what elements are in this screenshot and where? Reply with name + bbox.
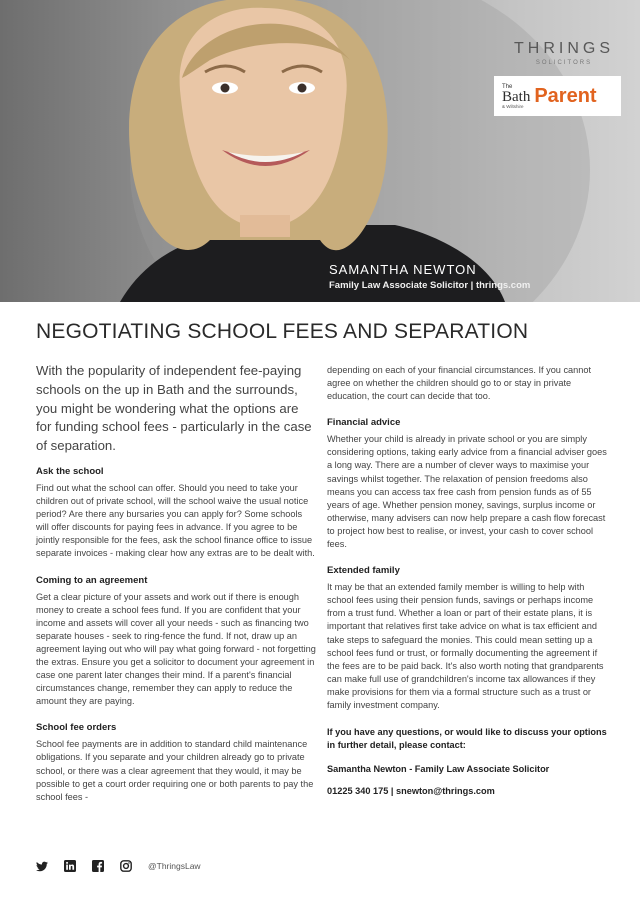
- contact-person: Samantha Newton - Family Law Associate Solicitor: [327, 764, 550, 775]
- person-name: SAMANTHA NEWTON: [329, 262, 477, 277]
- left-column: [36, 362, 316, 818]
- contact-details: 01225 340 175 | snewton@thrings.com: [327, 786, 495, 797]
- hero-banner: [0, 0, 640, 302]
- partner-parent: Parent: [534, 84, 597, 107]
- thrings-logo: [494, 40, 634, 66]
- bath-parent-logo: [494, 76, 621, 116]
- section-heading-agreement: Coming to an agreement: [36, 574, 148, 586]
- section-body-orders: School fee payments are in addition to standard child maintenance obligations. If you separate and your children already go to private school, or there was a clear agreement that they would, it may be possible to get a court order requiring one or both parents to pay the school fees -: [36, 739, 314, 802]
- section-heading-financial: Financial advice: [327, 417, 401, 429]
- section-heading-orders: School fee orders: [36, 722, 117, 734]
- section-body-agreement: Get a clear picture of your assets and work out if there is enough money to create a school fees fund. If you are confident that your income and assets will cover all your needs - such as financing two separate houses - seek to ring-fence the fund. If not, draw up an agreement laying out who will pay what going forward - not forgetting the extras. Ensure you get a solicitor to document your agreement in case one parent later changes their mind. If a parent's financial circumstances change, remember they can apply to reduce the amount they are paying.: [36, 591, 316, 707]
- section-body-financial: Whether your child is already in private school or you are simply considering options, taking early advice from a financial adviser goes a long way. There are a number of clever ways to maximise your savings whilst together. The relaxation of pension freedoms also means you can access tax free cash from pension funds as of 55 years of age. Whether pension money, savings, surplus income or otherwise, many advisers can now help prepare a cash flow forecast to project how best to realise, or invest, your cash to cover school fees.: [327, 434, 607, 550]
- contact-prompt: If you have any questions, or would like to discuss your options in further detail, please contact:: [327, 727, 607, 751]
- facebook-icon[interactable]: [92, 860, 104, 872]
- person-role: Family Law Associate Solicitor | thrings.com: [329, 280, 531, 291]
- social-footer: [36, 860, 201, 872]
- partner-bath: Bath: [502, 88, 531, 105]
- instagram-icon[interactable]: [120, 860, 132, 872]
- partner-wiltshire: & Wiltshire: [502, 103, 524, 109]
- twitter-icon[interactable]: [36, 860, 48, 872]
- page-title: NEGOTIATING SCHOOL FEES AND SEPARATION: [36, 320, 529, 343]
- section-heading-ask: Ask the school: [36, 465, 104, 477]
- linkedin-icon[interactable]: [64, 860, 76, 872]
- section-body-family: It may be that an extended family member is willing to help with school fees using their pension funds, savings or perhaps income from a trust fund. Whether a loan or part of their estate plans, it is important that relatives first take advice on what is tax efficient and take steps to safeguard the monies. This could mean setting up a school fees fund or trust, or formally documenting the agreement if the fees are to be paid back. It's also worth noting that grandparents can make full use of grandchildren's income tax allowances if they make provisions for them via a formal structure such as a trust or family investment company.: [327, 582, 604, 710]
- section-body-ask: Find out what the school can offer. Should you need to take your children out of private school, will the school waive the usual notice period? Are there any bursaries you can apply for? Some schools will offer discounts for paying fees in advance. If you agree to be jointly responsible for the fees, ask the school finance office to issue separate invoices - making clear how any extras are to be dealt with.: [36, 482, 315, 559]
- right-column: [327, 364, 607, 808]
- partner-the: The: [502, 83, 513, 90]
- social-handle[interactable]: @ThringsLaw: [148, 861, 201, 871]
- brand-subtitle: SOLICITORS: [535, 60, 593, 66]
- brand-name: THRINGS: [514, 40, 614, 57]
- lead-paragraph: With the popularity of independent fee-paying schools on the up in Bath and the surrounds, you might be wondering what the options are for funding school fees - particularly in the case of separation.: [36, 363, 312, 454]
- section-body-orders-continued: depending on each of your financial circumstances. If you cannot agree on whether the children should go to or stay in private education, the court can decide that too.: [327, 365, 592, 402]
- section-heading-family: Extended family: [327, 565, 400, 577]
